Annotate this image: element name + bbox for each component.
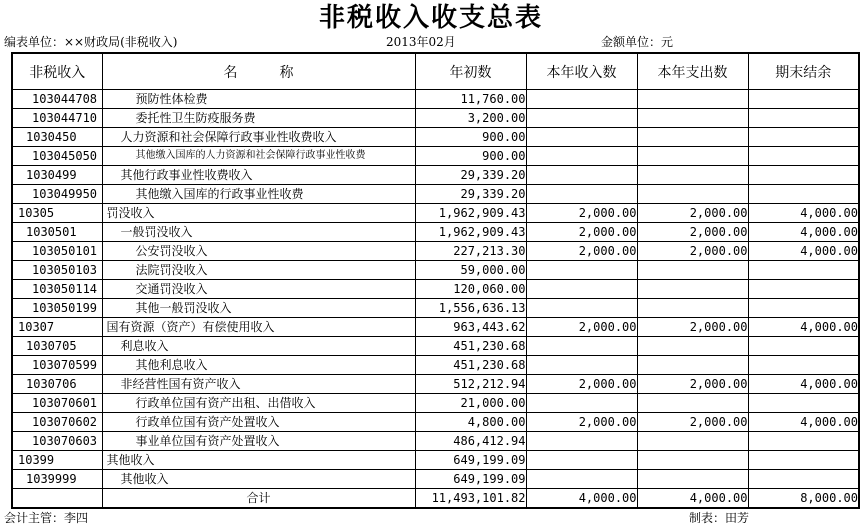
header-expense: 本年支出数 bbox=[637, 53, 748, 90]
row-name: 事业单位国有资产处置收入 bbox=[102, 432, 415, 451]
row-balance: 4,000.00 bbox=[748, 223, 859, 242]
row-balance bbox=[748, 128, 859, 147]
row-name: 罚没收入 bbox=[102, 204, 415, 223]
row-income: 2,000.00 bbox=[526, 375, 637, 394]
row-name: 其他缴入国库的人力资源和社会保障行政事业性收费 bbox=[102, 147, 415, 166]
row-opening: 120,060.00 bbox=[415, 280, 526, 299]
header-balance: 期末结余 bbox=[748, 53, 859, 90]
row-balance bbox=[748, 451, 859, 470]
row-expense: 2,000.00 bbox=[637, 375, 748, 394]
row-name: 行政单位国有资产出租、出借收入 bbox=[102, 394, 415, 413]
row-opening: 227,213.30 bbox=[415, 242, 526, 261]
row-balance bbox=[748, 166, 859, 185]
row-income: 2,000.00 bbox=[526, 413, 637, 432]
row-balance bbox=[748, 90, 859, 109]
row-income bbox=[526, 109, 637, 128]
row-opening: 1,962,909.43 bbox=[415, 223, 526, 242]
row-balance bbox=[748, 261, 859, 280]
row-expense: 2,000.00 bbox=[637, 413, 748, 432]
row-code: 103050103 bbox=[12, 261, 102, 280]
row-name: 预防性体检费 bbox=[102, 90, 415, 109]
table-row bbox=[12, 394, 859, 413]
row-code: 10307 bbox=[12, 318, 102, 337]
row-balance: 4,000.00 bbox=[748, 204, 859, 223]
report-period: 2013年02月 bbox=[386, 35, 456, 49]
total-opening: 11,493,101.82 bbox=[415, 489, 526, 509]
row-balance bbox=[748, 337, 859, 356]
row-opening: 11,760.00 bbox=[415, 90, 526, 109]
row-income bbox=[526, 451, 637, 470]
amount-unit: 金额单位：元 bbox=[601, 35, 674, 49]
row-name: 委托性卫生防疫服务费 bbox=[102, 109, 415, 128]
row-expense bbox=[637, 280, 748, 299]
table-row bbox=[12, 204, 859, 223]
row-income: 2,000.00 bbox=[526, 204, 637, 223]
row-code: 103044710 bbox=[12, 109, 102, 128]
row-opening: 29,339.20 bbox=[415, 185, 526, 204]
row-code: 103050114 bbox=[12, 280, 102, 299]
row-balance: 4,000.00 bbox=[748, 242, 859, 261]
table-row bbox=[12, 432, 859, 451]
row-opening: 649,199.09 bbox=[415, 451, 526, 470]
header-code: 非税收入 bbox=[12, 53, 102, 90]
row-expense bbox=[637, 261, 748, 280]
row-balance: 4,000.00 bbox=[748, 318, 859, 337]
row-opening: 451,230.68 bbox=[415, 356, 526, 375]
row-income bbox=[526, 185, 637, 204]
preparer-signature: 制表：田芳 bbox=[689, 511, 750, 525]
row-opening: 451,230.68 bbox=[415, 337, 526, 356]
row-balance bbox=[748, 356, 859, 375]
row-balance bbox=[748, 109, 859, 128]
row-name: 其他收入 bbox=[102, 470, 415, 489]
table-row bbox=[12, 299, 859, 318]
row-code: 103070603 bbox=[12, 432, 102, 451]
report-title: 非税收入收支总表 bbox=[318, 3, 543, 33]
row-code: 1030450 bbox=[12, 128, 102, 147]
table-body bbox=[12, 90, 859, 489]
row-code: 103050101 bbox=[12, 242, 102, 261]
total-expense: 4,000.00 bbox=[637, 489, 748, 509]
row-income bbox=[526, 90, 637, 109]
table-row bbox=[12, 356, 859, 375]
row-income bbox=[526, 470, 637, 489]
header-income: 本年收入数 bbox=[526, 53, 637, 90]
row-balance bbox=[748, 470, 859, 489]
row-balance bbox=[748, 299, 859, 318]
header-row bbox=[12, 53, 859, 90]
row-expense: 2,000.00 bbox=[637, 223, 748, 242]
table-row bbox=[12, 375, 859, 394]
row-balance bbox=[748, 432, 859, 451]
header-opening: 年初数 bbox=[415, 53, 526, 90]
row-code: 1039999 bbox=[12, 470, 102, 489]
header-name: 名 称 bbox=[102, 53, 415, 90]
table-row bbox=[12, 261, 859, 280]
accountant-signature: 会计主管：李四 bbox=[4, 511, 89, 525]
row-opening: 4,800.00 bbox=[415, 413, 526, 432]
row-name: 非经营性国有资产收入 bbox=[102, 375, 415, 394]
row-expense: 2,000.00 bbox=[637, 318, 748, 337]
row-name: 其他缴入国库的行政事业性收费 bbox=[102, 185, 415, 204]
table-row bbox=[12, 90, 859, 109]
row-name: 其他收入 bbox=[102, 451, 415, 470]
row-code: 103070601 bbox=[12, 394, 102, 413]
row-balance: 4,000.00 bbox=[748, 375, 859, 394]
row-expense bbox=[637, 109, 748, 128]
row-name: 国有资源（资产）有偿使用收入 bbox=[102, 318, 415, 337]
row-opening: 1,962,909.43 bbox=[415, 204, 526, 223]
row-income bbox=[526, 147, 637, 166]
row-name: 其他利息收入 bbox=[102, 356, 415, 375]
row-balance bbox=[748, 147, 859, 166]
table-row bbox=[12, 109, 859, 128]
total-code-cell bbox=[12, 489, 102, 509]
row-opening: 1,556,636.13 bbox=[415, 299, 526, 318]
table-row bbox=[12, 451, 859, 470]
row-opening: 3,200.00 bbox=[415, 109, 526, 128]
row-name: 其他一般罚没收入 bbox=[102, 299, 415, 318]
row-income bbox=[526, 337, 637, 356]
summary-table bbox=[11, 52, 860, 509]
row-code: 1030499 bbox=[12, 166, 102, 185]
table-row bbox=[12, 242, 859, 261]
table-row bbox=[12, 185, 859, 204]
row-code: 10399 bbox=[12, 451, 102, 470]
table-row bbox=[12, 223, 859, 242]
row-opening: 900.00 bbox=[415, 128, 526, 147]
row-balance bbox=[748, 185, 859, 204]
row-code: 1030705 bbox=[12, 337, 102, 356]
row-code: 1030706 bbox=[12, 375, 102, 394]
table-row bbox=[12, 128, 859, 147]
row-expense bbox=[637, 147, 748, 166]
row-income: 2,000.00 bbox=[526, 242, 637, 261]
row-income: 2,000.00 bbox=[526, 318, 637, 337]
table-row bbox=[12, 280, 859, 299]
row-opening: 59,000.00 bbox=[415, 261, 526, 280]
row-opening: 963,443.62 bbox=[415, 318, 526, 337]
table-row bbox=[12, 337, 859, 356]
row-expense: 2,000.00 bbox=[637, 242, 748, 261]
row-opening: 649,199.09 bbox=[415, 470, 526, 489]
table-row bbox=[12, 318, 859, 337]
table-row bbox=[12, 166, 859, 185]
row-opening: 21,000.00 bbox=[415, 394, 526, 413]
row-balance bbox=[748, 394, 859, 413]
table-row bbox=[12, 413, 859, 432]
row-opening: 29,339.20 bbox=[415, 166, 526, 185]
row-income bbox=[526, 432, 637, 451]
row-expense bbox=[637, 394, 748, 413]
row-expense bbox=[637, 128, 748, 147]
row-income bbox=[526, 166, 637, 185]
row-income bbox=[526, 394, 637, 413]
row-code: 103050199 bbox=[12, 299, 102, 318]
table-row bbox=[12, 470, 859, 489]
row-income bbox=[526, 261, 637, 280]
row-opening: 900.00 bbox=[415, 147, 526, 166]
row-opening: 486,412.94 bbox=[415, 432, 526, 451]
row-name: 利息收入 bbox=[102, 337, 415, 356]
row-expense bbox=[637, 470, 748, 489]
row-name: 行政单位国有资产处置收入 bbox=[102, 413, 415, 432]
table-row bbox=[12, 147, 859, 166]
row-name: 一般罚没收入 bbox=[102, 223, 415, 242]
row-expense bbox=[637, 185, 748, 204]
row-name: 公安罚没收入 bbox=[102, 242, 415, 261]
row-code: 103044708 bbox=[12, 90, 102, 109]
row-name: 人力资源和社会保障行政事业性收费收入 bbox=[102, 128, 415, 147]
row-code: 1030501 bbox=[12, 223, 102, 242]
row-name: 法院罚没收入 bbox=[102, 261, 415, 280]
row-expense bbox=[637, 432, 748, 451]
total-label: 合计 bbox=[102, 489, 415, 509]
row-code: 103045050 bbox=[12, 147, 102, 166]
row-name: 其他行政事业性收费收入 bbox=[102, 166, 415, 185]
row-expense bbox=[637, 299, 748, 318]
row-expense bbox=[637, 166, 748, 185]
row-income bbox=[526, 299, 637, 318]
row-opening: 512,212.94 bbox=[415, 375, 526, 394]
reporting-unit: 编表单位：××财政局(非税收入) bbox=[4, 35, 178, 49]
total-income: 4,000.00 bbox=[526, 489, 637, 509]
row-balance bbox=[748, 280, 859, 299]
row-income bbox=[526, 128, 637, 147]
row-income: 2,000.00 bbox=[526, 223, 637, 242]
row-code: 103070602 bbox=[12, 413, 102, 432]
row-name: 交通罚没收入 bbox=[102, 280, 415, 299]
row-expense bbox=[637, 337, 748, 356]
row-expense bbox=[637, 451, 748, 470]
total-balance: 8,000.00 bbox=[748, 489, 859, 509]
row-expense: 2,000.00 bbox=[637, 204, 748, 223]
row-balance: 4,000.00 bbox=[748, 413, 859, 432]
row-expense bbox=[637, 356, 748, 375]
row-code: 103049950 bbox=[12, 185, 102, 204]
row-expense bbox=[637, 90, 748, 109]
row-income bbox=[526, 280, 637, 299]
row-income bbox=[526, 356, 637, 375]
row-code: 103070599 bbox=[12, 356, 102, 375]
row-code: 10305 bbox=[12, 204, 102, 223]
total-row bbox=[12, 489, 859, 509]
